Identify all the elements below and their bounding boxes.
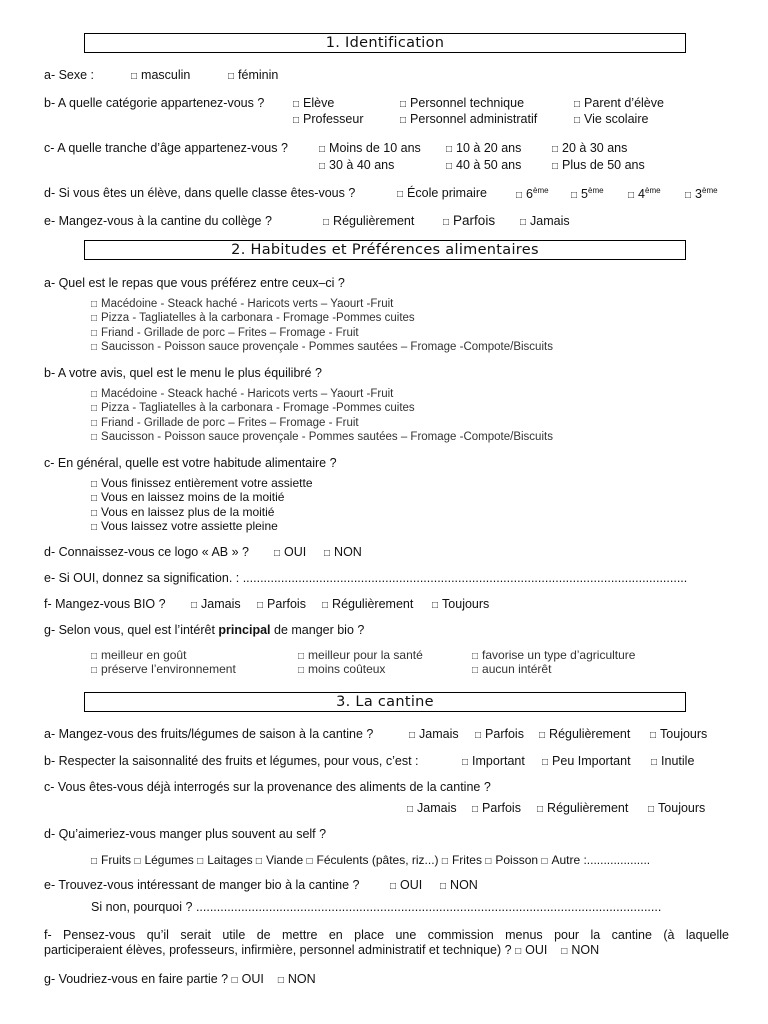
q1b-opt-vie-scolaire[interactable]: □ Vie scolaire <box>574 112 649 126</box>
q2g-opt-1[interactable]: □ meilleur pour la santé <box>298 648 423 662</box>
q2a-opt-1[interactable]: □ Pizza - Tagliatelles à la carbonara - Fromage -Pommes cuites <box>91 312 415 325</box>
q2a-opt-2[interactable]: □ Friand - Grillade de porc – Frites – Fromage - Fruit <box>91 326 359 339</box>
q1a-opt-masculin[interactable]: □ masculin <box>131 68 191 82</box>
q2a-options <box>91 297 553 354</box>
q3d-opt-legumes[interactable]: □ Légumes <box>134 853 194 867</box>
q2g-opt-3[interactable]: □ préserve l’environnement <box>91 662 236 676</box>
q3d-opt-autre[interactable]: □ Autre :................... <box>541 853 651 867</box>
q2g-opt-2[interactable]: □ favorise un type d’agriculture <box>472 648 636 662</box>
q1e-opt-parfois[interactable]: □ Parfois <box>443 213 496 228</box>
q2c-options <box>91 476 313 533</box>
q2f-opt-jamais[interactable]: □ Jamais <box>191 597 241 611</box>
q1e-opt-jamais[interactable]: □ Jamais <box>520 214 570 228</box>
q3c-opt-toujours[interactable]: □ Toujours <box>648 801 706 815</box>
q1c-opt-3[interactable]: □ 30 à 40 ans <box>319 158 395 172</box>
q1d-opt-4eme[interactable]: □ 4ème <box>628 186 661 202</box>
q3f-label-line1: f- Pensez-vous qu’il serait utile de mettre en place une commission menus pour la cantine (à laquelle <box>44 928 729 942</box>
q3f-label-line2: participeraient élèves, professeurs, infirmière, personnel administratif et technique) ? □ OUI □ NON <box>44 943 600 957</box>
q2g-opt-4[interactable]: □ moins coûteux <box>298 662 386 676</box>
q2a-label: a- Quel est le repas que vous préférez entre ceux–ci ? <box>44 276 345 290</box>
q3c-opt-parfois[interactable]: □ Parfois <box>472 801 521 815</box>
q1d-opt-3eme[interactable]: □ 3ème <box>685 186 718 202</box>
q3e-opt-oui[interactable]: □ OUI <box>390 878 423 892</box>
q2g-label: g- Selon vous, quel est l’intérêt principal de manger bio ? <box>44 623 365 637</box>
q2d-opt-oui[interactable]: □ OUI <box>274 545 307 559</box>
q2a-opt-3[interactable]: □ Saucisson - Poisson sauce provençale - Pommes sautées – Fromage -Compote/Biscuits <box>91 340 553 353</box>
q2g-opt-0[interactable]: □ meilleur en goût <box>91 648 187 662</box>
section-title-identification: 1. Identification <box>84 33 686 53</box>
q3d-label: d- Qu’aimeriez-vous manger plus souvent au self ? <box>44 827 327 841</box>
q2b-opt-2[interactable]: □ Friand - Grillade de porc – Frites – Fromage - Fruit <box>91 416 359 429</box>
q3b-opt-important[interactable]: □ Important <box>462 754 525 768</box>
q3c-opt-regulierement[interactable]: □ Régulièrement <box>537 801 629 815</box>
q3d-opt-laitages[interactable]: □ Laitages <box>197 853 253 867</box>
section-title-cantine: 3. La cantine <box>84 692 686 712</box>
q1c-opt-2[interactable]: □ 20 à 30 ans <box>552 141 628 155</box>
q2c-opt-0[interactable]: □ Vous finissez entièrement votre assiette <box>91 476 313 490</box>
q3g-opt-non[interactable]: □ NON <box>277 972 316 986</box>
q2b-options <box>91 387 553 444</box>
q3a-opt-regulierement[interactable]: □ Régulièrement <box>539 727 631 741</box>
q2c-label: c- En général, quelle est votre habitude alimentaire ? <box>44 456 337 470</box>
q2e-signification-field[interactable]: e- Si OUI, donnez sa signification. : ................................................................................................................................ <box>44 571 688 585</box>
q2f-opt-parfois[interactable]: □ Parfois <box>257 597 306 611</box>
q2b-opt-1[interactable]: □ Pizza - Tagliatelles à la carbonara - Fromage -Pommes cuites <box>91 402 415 415</box>
q3d-opt-fruits[interactable]: □ Fruits <box>91 853 132 867</box>
q2c-opt-2[interactable]: □ Vous en laissez plus de la moitié <box>91 504 275 519</box>
q1b-opt-eleve[interactable]: □ Elève <box>293 96 335 110</box>
q2c-opt-3[interactable]: □ Vous laissez votre assiette pleine <box>91 518 278 533</box>
q3g-label: g- Voudriez-vous en faire partie ? □ OUI □ NON <box>44 972 316 986</box>
q3e-label: e- Trouvez-vous intéressant de manger bio à la cantine ? <box>44 878 360 892</box>
q1d-label: d- Si vous êtes un élève, dans quelle classe êtes-vous ? <box>44 186 356 200</box>
q1a-opt-feminin[interactable]: □ féminin <box>228 68 279 82</box>
q2f-label: f- Mangez-vous BIO ? <box>44 597 166 611</box>
q1e-label: e- Mangez-vous à la cantine du collège ? <box>44 214 272 228</box>
q1d-opt-6eme[interactable]: □ 6ème <box>516 186 549 202</box>
q3c-label: c- Vous êtes-vous déjà interrogés sur la provenance des aliments de la cantine ? <box>44 780 491 794</box>
q2b-label: b- A votre avis, quel est le menu le plus équilibré ? <box>44 366 322 380</box>
q2c-opt-1[interactable]: □ Vous en laissez moins de la moitié <box>91 490 285 505</box>
q3b-opt-peu-important[interactable]: □ Peu Important <box>542 754 631 768</box>
q1c-label: c- A quelle tranche d’âge appartenez-vous ? <box>44 141 288 155</box>
q3b-label: b- Respecter la saisonnalité des fruits et légumes, pour vous, c’est : <box>44 754 419 768</box>
q2a-opt-0[interactable]: □ Macédoine - Steack haché - Haricots verts – Yaourt -Fruit <box>91 298 394 310</box>
q1b-label: b- A quelle catégorie appartenez-vous ? <box>44 96 265 110</box>
q3f-opt-oui[interactable]: □ OUI <box>515 943 548 957</box>
q3f-opt-non[interactable]: □ NON <box>561 943 600 957</box>
q1c-opt-0[interactable]: □ Moins de 10 ans <box>319 141 421 155</box>
q2d-label: d- Connaissez-vous ce logo « AB » ? <box>44 545 249 559</box>
q3a-opt-jamais[interactable]: □ Jamais <box>409 727 459 741</box>
q3d-opt-feculents[interactable]: □ Féculents (pâtes, riz...) <box>306 853 439 867</box>
q3a-opt-toujours[interactable]: □ Toujours <box>650 727 708 741</box>
q2b-opt-3[interactable]: □ Saucisson - Poisson sauce provençale - Pommes sautées – Fromage -Compote/Biscuits <box>91 430 553 443</box>
q1b-opt-perso-admin[interactable]: □ Personnel administratif <box>400 112 538 126</box>
q3b-opt-inutile[interactable]: □ Inutile <box>651 754 695 768</box>
q2d-opt-non[interactable]: □ NON <box>324 545 362 559</box>
q1d-opt-primaire[interactable]: □ École primaire <box>397 186 487 200</box>
q3e-pourquoi-field[interactable]: Si non, pourquoi ? ...................................................................................................................................... <box>91 900 662 914</box>
q1d-opt-5eme[interactable]: □ 5ème <box>571 186 604 202</box>
q3d-opt-poisson[interactable]: □ Poisson <box>485 853 539 867</box>
q3d-options <box>91 853 650 867</box>
q2f-opt-regulierement[interactable]: □ Régulièrement <box>322 597 414 611</box>
section-title-habitudes: 2. Habitudes et Préférences alimentaires <box>84 240 686 260</box>
q1b-opt-professeur[interactable]: □ Professeur <box>293 112 364 126</box>
q1b-opt-parent[interactable]: □ Parent d’élève <box>574 96 664 110</box>
q3e-opt-non[interactable]: □ NON <box>440 878 478 892</box>
q3g-opt-oui[interactable]: □ OUI <box>231 972 264 986</box>
q2b-opt-0[interactable]: □ Macédoine - Steack haché - Haricots verts – Yaourt -Fruit <box>91 388 394 400</box>
q1a-label: a- Sexe : <box>44 68 95 82</box>
q1e-opt-regulierement[interactable]: □ Régulièrement <box>323 214 415 228</box>
q1c-opt-5[interactable]: □ Plus de 50 ans <box>552 158 645 172</box>
q2f-opt-toujours[interactable]: □ Toujours <box>432 597 490 611</box>
q1b-opt-perso-tech[interactable]: □ Personnel technique <box>400 96 525 110</box>
q3a-label: a- Mangez-vous des fruits/légumes de saison à la cantine ? <box>44 727 374 741</box>
q3d-opt-viande[interactable]: □ Viande <box>255 853 304 867</box>
q1c-opt-1[interactable]: □ 10 à 20 ans <box>446 141 522 155</box>
q1c-opt-4[interactable]: □ 40 à 50 ans <box>446 158 522 172</box>
q3c-opt-jamais[interactable]: □ Jamais <box>407 801 457 815</box>
q2g-opt-5[interactable]: □ aucun intérêt <box>472 662 552 676</box>
q3d-opt-frites[interactable]: □ Frites <box>441 853 482 867</box>
q3a-opt-parfois[interactable]: □ Parfois <box>475 727 524 741</box>
